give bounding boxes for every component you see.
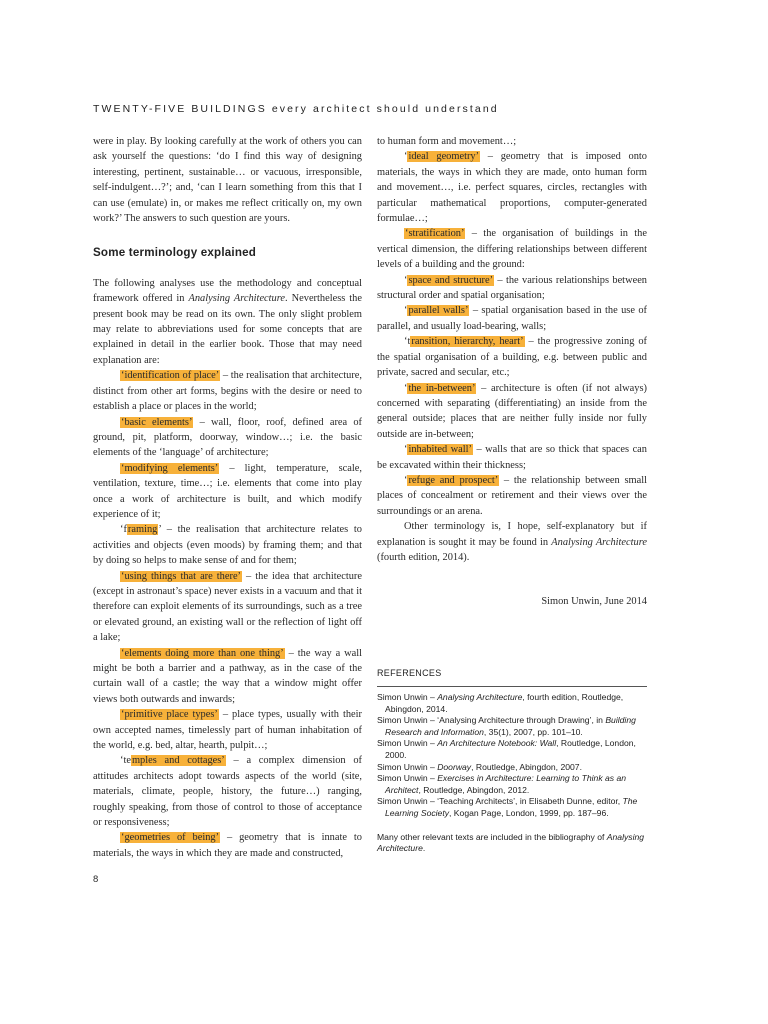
- term-definition: ‘ideal geometry’ – geometry that is imposed onto materials, the ways in which they are made, onto human form and movement…, i.e. perfect squares, circles, rectangles with particular mathematical proportions, computer-generated formulae…;: [377, 151, 647, 225]
- term-definition: ‘space and structure’ – the various relationships between structural order and spatial organisation;: [377, 274, 647, 302]
- opening-paragraph: were in play. By looking carefully at the work of others you can ask yourself the questions: ‘do I find this way of designing interesting, pertinent, sustainable… or vacuous, irresponsible, self-indulgent…?’; and, ‘can I learn something from this that I can use (emulate) in, or makes me reflect critically on, my own work?’ The answers to such question are yours.: [93, 136, 362, 225]
- highlighted-term: parallel walls’: [408, 305, 469, 317]
- left-column: [93, 134, 362, 861]
- highlighted-term: ‘elements doing more than one thing’: [121, 647, 284, 659]
- term-definition: ‘temples and cottages’ – a complex dimension of attitudes architects adopt towards aspects of the world (site, materials, climate, people, history, the future…) ranging, roughly speaking, from those of control to those of acceptance or responsiveness;: [93, 755, 362, 829]
- right-term-list: [377, 149, 647, 519]
- term-definition: ‘transition, hierarchy, heart’ – the progressive zoning of the spatial organisation of a building, e.g. between public and private, sacred and secular, etc.;: [377, 336, 647, 379]
- highlighted-term: ‘primitive place types’: [121, 709, 218, 721]
- term-definition: ‘identification of place’ – the realisation that architecture, distinct from other art forms, begins with the desire or need to establish a place or places in the world;: [93, 370, 362, 413]
- term-definition: ‘using things that are there’ – the idea that architecture (except in astronaut’s space) never exists in a vacuum and that it therefore can exploit elements of its surroundings, such as a tree or elevated ground, an existing wall or the reflection of light off a lake;: [93, 570, 362, 644]
- highlighted-term: raming: [127, 524, 158, 536]
- term-definition: ‘stratification’ – the organisation of buildings in the vertical dimension, the differing relationships between different levels of a building and the ground:: [377, 228, 647, 271]
- term-definition: ‘parallel walls’ – spatial organisation based in the use of parallel, and usually load-bearing, walls;: [377, 305, 647, 332]
- section-heading: Some terminology explained: [93, 246, 257, 260]
- continued-text: to human form and movement…;: [377, 136, 517, 147]
- closing-paragraph: Other terminology is, I hope, self-explanatory but if explanation is sought it may be found in Analysing Architecture (fourth edition, 2014).: [377, 521, 647, 563]
- reference-entry: Simon Unwin – An Architecture Notebook: Wall, Routledge, London, 2000.: [377, 738, 636, 760]
- term-definition: ‘framing’ – the realisation that architecture relates to activities and objects (even moods) by framing them; and that by doing so helps to make sense of and for them;: [93, 524, 362, 567]
- intro-paragraph: The following analyses use the methodology and conceptual framework offered in Analysing Architecture. Nevertheless the present book may be read on its own. The only slight problem may relate to abbreviations used for some concepts that are explained in detail in the earlier book. Those that may need explanation are:: [93, 277, 362, 366]
- book-title: Analysing Architecture: [551, 536, 647, 548]
- highlighted-term: ‘identification of place’: [121, 370, 220, 382]
- book-title: Analysing Architecture: [188, 293, 286, 305]
- term-definition: ‘inhabited wall’ – walls that are so thick that spaces can be excavated within their thickness;: [377, 444, 647, 471]
- reference-list: [377, 692, 647, 819]
- term-definition: ‘basic elements’ – wall, floor, roof, defined area of ground, pit, platform, doorway, window…; i.e. the basic elements of the ‘language’ of architecture;: [93, 416, 362, 459]
- references-section: [377, 668, 647, 855]
- left-term-list: [93, 368, 362, 861]
- references-heading: REFERENCES: [377, 668, 442, 678]
- term-definition: ‘geometries of being’ – geometry that is innate to materials, the ways in which they are made and constructed,: [93, 832, 362, 859]
- references-divider: [377, 686, 647, 687]
- highlighted-term: ‘using things that are there’: [121, 570, 242, 582]
- signature: Simon Unwin, June 2014: [541, 596, 647, 608]
- term-definition: ‘modifying elements’ – light, temperature, scale, ventilation, texture, time…; i.e. elements that come into play once a work of architecture is built, and which modify experience of it;: [93, 462, 362, 520]
- reference-entry: Simon Unwin – Analysing Architecture, fourth edition, Routledge, Abingdon, 2014.: [377, 692, 624, 714]
- highlighted-term: ‘stratification’: [405, 228, 465, 240]
- highlighted-term: ideal geometry’: [408, 151, 480, 163]
- page-number: 8: [93, 874, 99, 885]
- references-note: Many other relevant texts are included in the bibliography of Analysing Architecture.: [377, 832, 645, 854]
- highlighted-term: ‘modifying elements’: [121, 462, 219, 474]
- running-head-rest: every architect should understand: [266, 103, 499, 115]
- reference-entry: Simon Unwin – ‘Teaching Architects’, in Elisabeth Dunne, editor, The Learning Society, Kogan Page, London, 1999, pp. 187–96.: [377, 796, 638, 818]
- reference-entry: Simon Unwin – ‘Analysing Architecture through Drawing’, in Building Research and Information, 35(1), 2007, pp. 101–10.: [377, 715, 636, 737]
- highlighted-term: the in-between’: [408, 382, 476, 394]
- highlighted-term: ransition, hierarchy, heart’: [411, 336, 524, 348]
- highlighted-term: mples and cottages’: [131, 755, 225, 767]
- reference-entry: Simon Unwin – Exercises in Architecture: Learning to Think as an Architect, Routledge, Abingdon, 2012.: [377, 773, 627, 795]
- term-definition: ‘the in-between’ – architecture is often (if not always) concerned with separating (differentiating) an inside from the general outside; places that are neither fully inside nor fully outside are in-between;: [377, 382, 647, 440]
- term-definition: ‘refuge and prospect’ – the relationship between small places of concealment or retirement and their views over the surroundings or an arena.: [377, 474, 647, 517]
- term-definition: ‘primitive place types’ – place types, usually with their own accepted names, timelessly part of human inhabitation of the world, e.g. bed, altar, hearth, pulpit…;: [93, 709, 362, 752]
- reference-entry: Simon Unwin – Doorway, Routledge, Abingdon, 2007.: [377, 761, 582, 772]
- highlighted-term: space and structure’: [408, 274, 494, 286]
- running-head: [93, 103, 499, 115]
- running-head-caps: TWENTY-FIVE BUILDINGS: [93, 103, 267, 115]
- highlighted-term: inhabited wall’: [408, 444, 472, 456]
- highlighted-term: ‘geometries of being’: [121, 832, 220, 844]
- right-column: [377, 134, 647, 610]
- highlighted-term: refuge and prospect’: [408, 474, 499, 486]
- term-definition: ‘elements doing more than one thing’ – the way a wall might be both a barrier and a pathway, as in the case of the curtain wall of a castle; the way that a window might offer views both outwards and inwards;: [93, 647, 362, 705]
- highlighted-term: ‘basic elements’: [121, 416, 193, 428]
